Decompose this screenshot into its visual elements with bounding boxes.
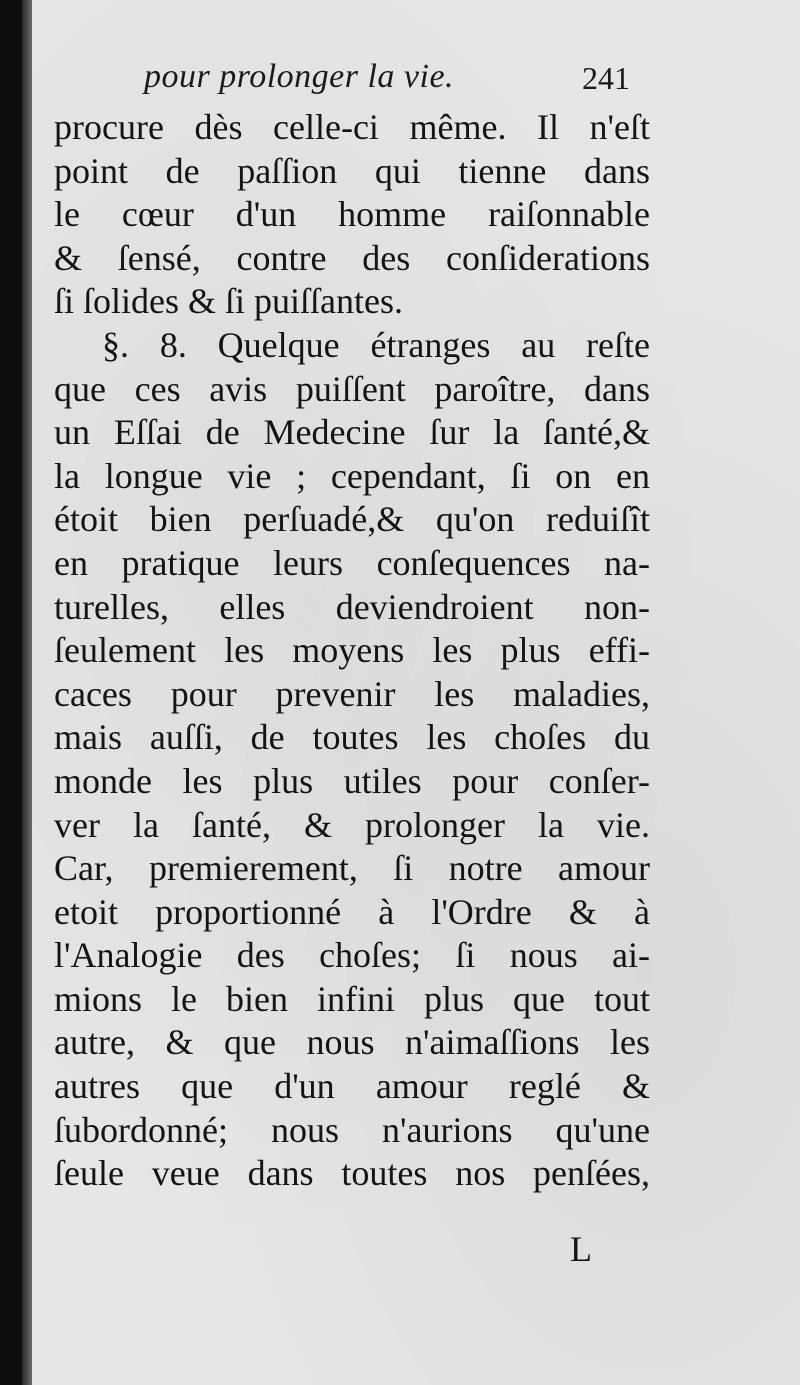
section-start-line: §. 8. Quelque étranges au reſte [102,324,650,365]
text-line: en pratique leurs conſequences na- [54,542,650,583]
text-line: le cœur d'un homme raiſonnable [54,194,650,235]
text-line: Car, premierement, ſi notre amour [54,848,650,889]
text-line: mais auſſi, de toutes les choſes du [54,717,650,758]
text-line: etoit proportionné à l'Ordre & à [54,891,650,932]
page-number: 241 [582,60,630,96]
text-line: procure dès celle-ci même. Il n'eſt [54,107,650,147]
text-line: point de paſſion qui tienne dans [54,150,650,191]
text-line: ſubordonné; nous n'aurions qu'une [54,1109,650,1150]
text-line: ſeulement les moyens les plus effi- [54,630,650,671]
page-header [22,58,800,108]
running-title: pour prolonger la vie. [144,58,455,95]
text-line: autres que d'un amour reglé & [54,1066,650,1107]
text-line: ver la ſanté, & prolonger la vie. [54,804,650,845]
text-line: que ces avis puiſſent paroître, dans [54,368,650,409]
text-line: la longue vie ; cependant, ſi on en [54,455,650,496]
text-line: turelles, elles deviendroient non- [54,586,650,627]
text-line: mions le bien infini plus que tout [54,978,650,1019]
text-line: un Eſſai de Medecine ſur la ſanté,& [54,412,650,453]
text-line: & ſensé, contre des conſiderations [54,237,650,278]
text-line: étoit bien perſuadé,& qu'on reduiſît [54,499,650,540]
text-line: monde les plus utiles pour conſer- [54,760,650,801]
text-line: autre, & que nous n'aimaſſions les [54,1022,650,1063]
catchword: L [570,1229,592,1269]
paragraph-end-line: ſi ſolides & ſi puiſſantes. [54,281,403,322]
body-text [54,106,650,1196]
text-line: ſeule veue dans toutes nos penſées, [54,1153,650,1194]
text-line: l'Analogie des choſes; ſi nous ai- [54,935,650,976]
book-page [22,0,800,1385]
text-line: caces pour prevenir les maladies, [54,673,650,714]
page-binding-edge [22,0,32,1385]
